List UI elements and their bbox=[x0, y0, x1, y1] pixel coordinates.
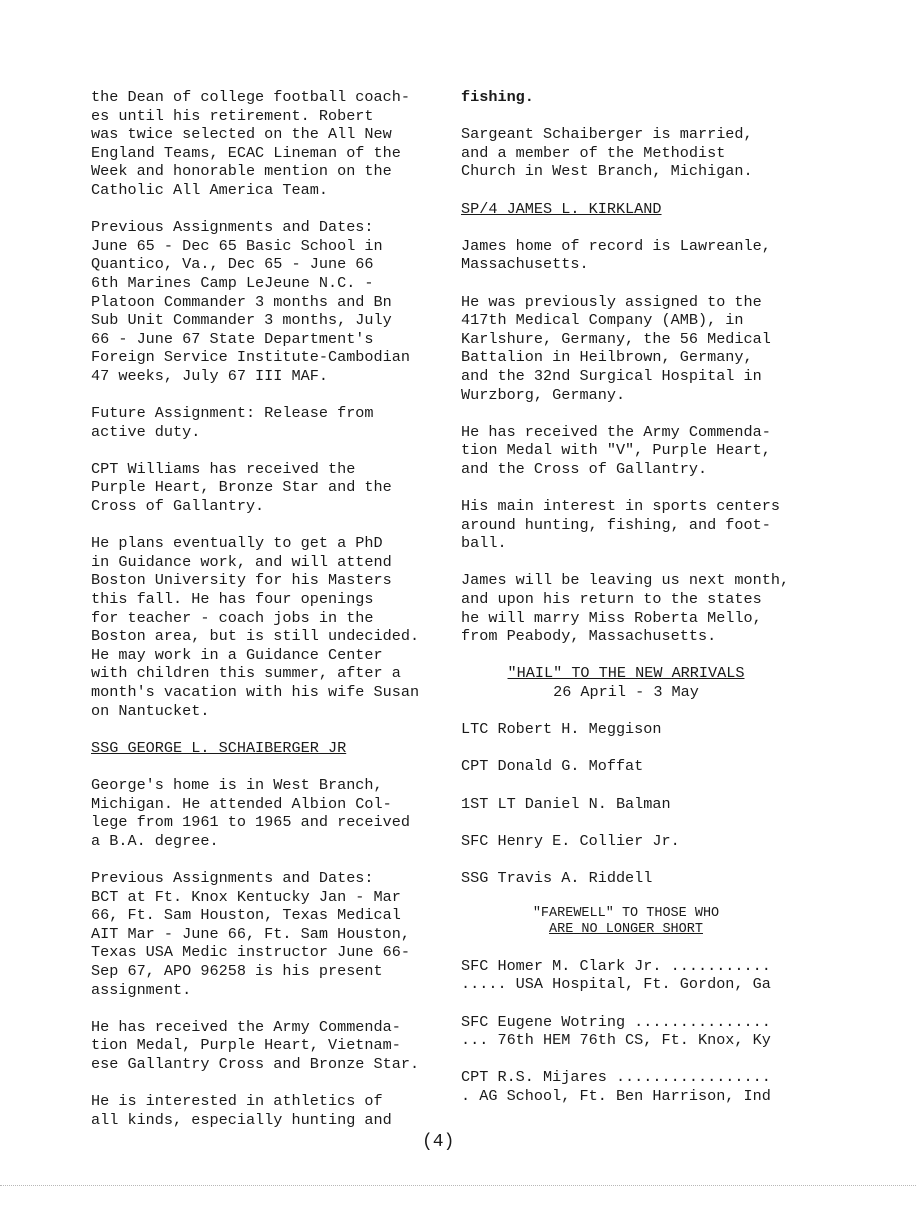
arrivals-list bbox=[461, 720, 791, 887]
paragraph: Future Assignment: Release from active duty. bbox=[91, 404, 374, 441]
farewell-list bbox=[461, 957, 791, 1106]
paragraph: He has received the Army Commenda- tion Medal with "V", Purple Heart, and the Cross of Gallantry. bbox=[461, 422, 771, 478]
list-item: CPT Donald G. Moffat bbox=[461, 757, 644, 776]
list-item: LTC Robert H. Meggison bbox=[461, 720, 662, 739]
farewell-heading bbox=[461, 906, 791, 938]
paragraph: fishing. bbox=[461, 88, 534, 106]
farewell-title-line1: "FAREWELL" TO THOSE WHO bbox=[532, 906, 720, 922]
paragraph: He plans eventually to get a PhD in Guidance work, and will attend Boston University for his Masters this fall. He has four openings for teacher - coach jobs in the Boston area, but is still undecided. He may work in a Guidance Center with children this summer, after a month's vacation with his wife Susan on Nantucket. bbox=[91, 534, 420, 720]
paragraph: He has received the Army Commenda- tion Medal, Purple Heart, Vietnam- ese Gallantry Cross and Bronze Star. bbox=[91, 1017, 420, 1073]
paragraph: His main interest in sports centers around hunting, fishing, and foot- ball. bbox=[461, 497, 780, 553]
paragraph: Previous Assignments and Dates: June 65 - Dec 65 Basic School in Quantico, Va., Dec 65 - June 66 6th Marines Camp LeJeune N.C. - Platoon Commander 3 months and Bn Sub Unit Commander 3 months, July 66 - June 67 State Department's Foreign Service Institute-Cambodian 47 weeks, July 67 III MAF. bbox=[91, 218, 410, 385]
paragraph: the Dean of college football coach- es until his retirement. Robert was twice selected on the All New England Teams, ECAC Lineman of the Week and honorable mention on the Catholic All America Team. bbox=[91, 88, 410, 199]
section-heading: SP/4 JAMES L. KIRKLAND bbox=[461, 199, 662, 218]
arrivals-heading bbox=[461, 664, 791, 701]
list-item: SFC Eugene Wotring ............... ... 76th HEM 76th CS, Ft. Knox, Ky bbox=[461, 1012, 771, 1050]
paragraph: George's home is in West Branch, Michigan. He attended Albion Col- lege from 1961 to 1965 and received a B.A. degree. bbox=[91, 775, 410, 850]
list-item: SFC Henry E. Collier Jr. bbox=[461, 831, 680, 850]
left-column bbox=[91, 88, 436, 1148]
arrivals-dates: 26 April - 3 May bbox=[553, 683, 699, 701]
list-item: 1ST LT Daniel N. Balman bbox=[461, 794, 671, 813]
scan-edge-divider bbox=[0, 1185, 916, 1188]
paragraph: He is interested in athletics of all kinds, especially hunting and bbox=[91, 1092, 392, 1129]
list-item: SFC Homer M. Clark Jr. ........... ..... USA Hospital, Ft. Gordon, Ga bbox=[461, 956, 771, 994]
paragraph: Sargeant Schaiberger is married, and a member of the Methodist Church in West Branch, Michigan. bbox=[461, 125, 753, 181]
paragraph: Previous Assignments and Dates: BCT at Ft. Knox Kentucky Jan - Mar 66, Ft. Sam Houston, Texas Medical AIT Mar - June 66, Ft. Sam Houston, Texas USA Medic instructor June 66- Sep 67, APO 96258 is his present assignment. bbox=[91, 868, 410, 999]
list-item: SSG Travis A. Riddell bbox=[461, 868, 653, 887]
section-heading: SSG GEORGE L. SCHAIBERGER JR bbox=[91, 738, 347, 757]
paragraph: He was previously assigned to the 417th Medical Company (AMB), in Karlshure, Germany, the 56 Medical Battalion in Heilbrown, Germany, and the 32nd Surgical Hospital in Wurzborg, Germany. bbox=[461, 292, 771, 404]
page-number: (4) bbox=[422, 1132, 455, 1152]
paragraph: James will be leaving us next month, and upon his return to the states he will marry Miss Roberta Mello, from Peabody, Massachusetts. bbox=[461, 571, 790, 646]
list-item: CPT R.S. Mijares ................. . AG School, Ft. Ben Harrison, Ind bbox=[461, 1068, 771, 1105]
paragraph: James home of record is Lawreanle, Massachusetts. bbox=[461, 236, 771, 274]
arrivals-title: "HAIL" TO THE NEW ARRIVALS bbox=[507, 664, 745, 683]
farewell-title-line2: ARE NO LONGER SHORT bbox=[549, 922, 703, 938]
paragraph: CPT Williams has received the Purple Heart, Bronze Star and the Cross of Gallantry. bbox=[91, 459, 392, 516]
right-column bbox=[461, 88, 791, 1124]
